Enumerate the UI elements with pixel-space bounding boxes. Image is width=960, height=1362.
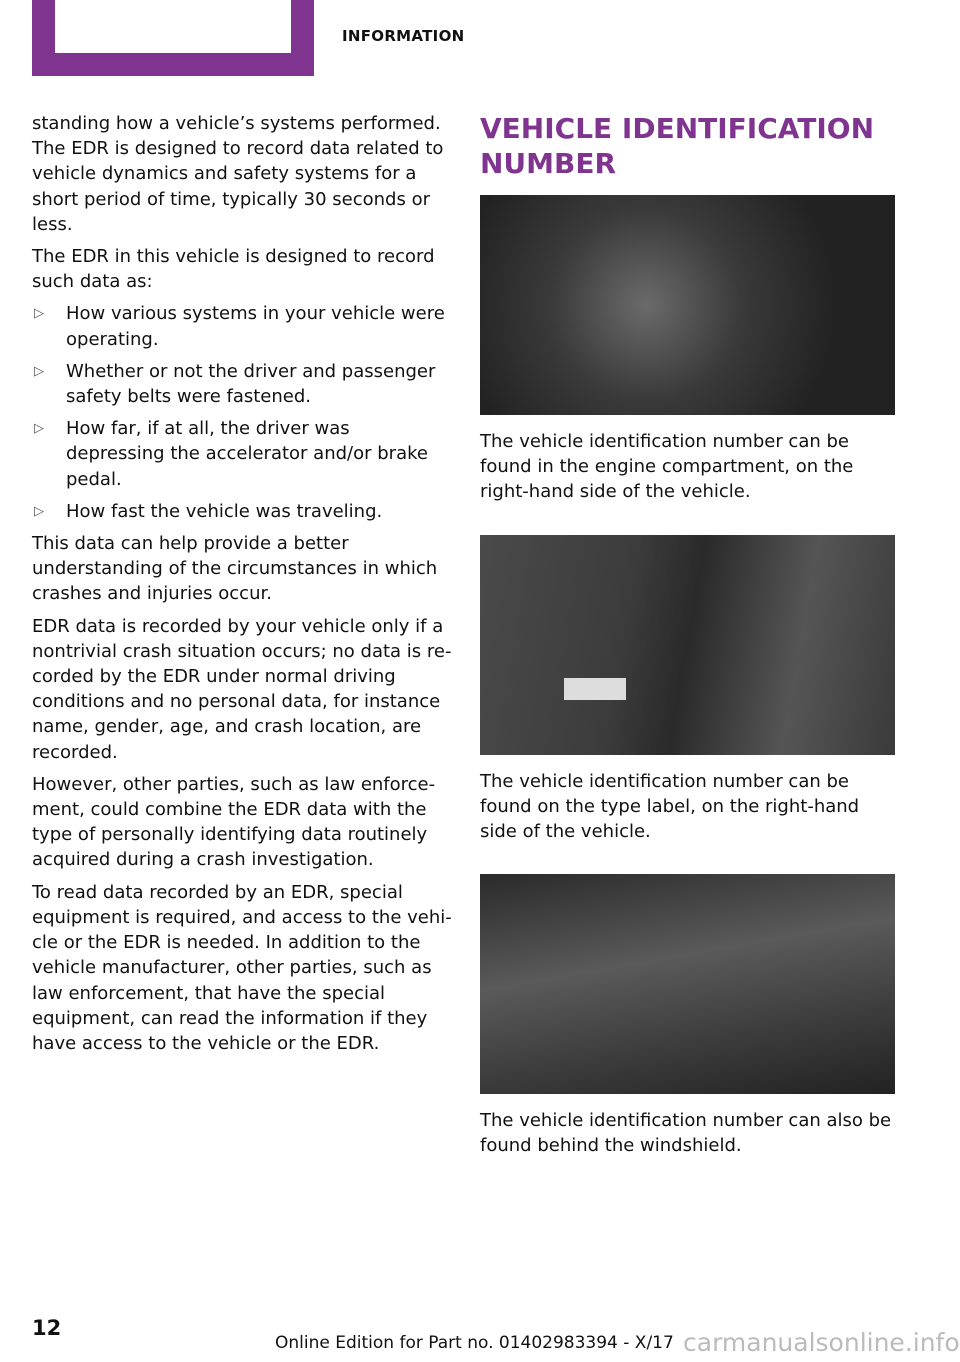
- list-item-text: How various systems in your vehicle were operating.: [66, 303, 445, 350]
- right-column: [480, 111, 900, 1189]
- watermark: carmanualsonline.info: [683, 1328, 960, 1357]
- triangle-bullet-icon: ▷: [34, 421, 44, 437]
- list-item: [32, 499, 452, 524]
- image-caption: The vehicle identification number can be found on the type label, on the right-hand side of the vehicle.: [480, 770, 860, 843]
- list-item: [32, 301, 452, 351]
- triangle-bullet-icon: ▷: [34, 363, 44, 379]
- engine-compartment-image: [480, 195, 895, 415]
- type-label: [564, 678, 626, 700]
- list-item-text: Whether or not the driver and passenger safety belts were fastened.: [66, 360, 436, 408]
- image-caption: The vehicle identification number can also be found behind the windshield.: [480, 1110, 892, 1157]
- triangle-bullet-icon: ▷: [34, 503, 44, 519]
- list-item-text: How far, if at all, the driver was depressing the accelerator and/or brake pedal.: [66, 418, 428, 490]
- paragraph: standing how a vehicle’s systems performed. The EDR is designed to record data related to vehicle dynamics and safety systems for a short period of time, typically 30 seconds or less.: [32, 113, 444, 235]
- list-item: [32, 359, 452, 409]
- type-label-image: [480, 535, 895, 755]
- paragraph: However, other parties, such as law enforcement, could combine the EDR data with the type of personally identifying data routinely acquired during a crash investigation.: [32, 773, 436, 871]
- page-number: 12: [32, 1316, 62, 1340]
- chapter-tab: [32, 0, 314, 76]
- bullet-list: [32, 301, 452, 524]
- section-heading: VEHICLE IDENTIFICATION NUMBER: [480, 112, 874, 180]
- edition-footer: Online Edition for Part no. 01402983394 - X/17: [275, 1333, 674, 1353]
- paragraph: To read data recorded by an EDR, special equipment is required, and access to the vehicle or the EDR is needed. In addition to the vehicle manufacturer, other parties, such as law enforcement, that have the special equipment, can read the information if they have access to the vehicle or the EDR.: [32, 881, 452, 1054]
- paragraph: The EDR in this vehicle is designed to record such data as:: [32, 246, 435, 293]
- list-item: [32, 416, 452, 492]
- paragraph: EDR data is recorded by your vehicle only if a nontrivial crash situation occurs; no data is recorded by the EDR under normal driving conditions and no personal data, for instance name, gender, age, and crash location, are recorded.: [32, 615, 452, 763]
- image-caption: The vehicle identification number can be found in the engine compartment, on the right-hand side of the vehicle.: [480, 431, 854, 503]
- triangle-bullet-icon: ▷: [34, 306, 44, 322]
- paragraph: This data can help provide a better understanding of the circumstances in which crashes and injuries occur.: [32, 533, 438, 605]
- left-column: [32, 111, 452, 1063]
- section-title: INFORMATION: [342, 27, 465, 45]
- windshield-image: [480, 874, 895, 1094]
- list-item-text: How fast the vehicle was traveling.: [66, 500, 383, 522]
